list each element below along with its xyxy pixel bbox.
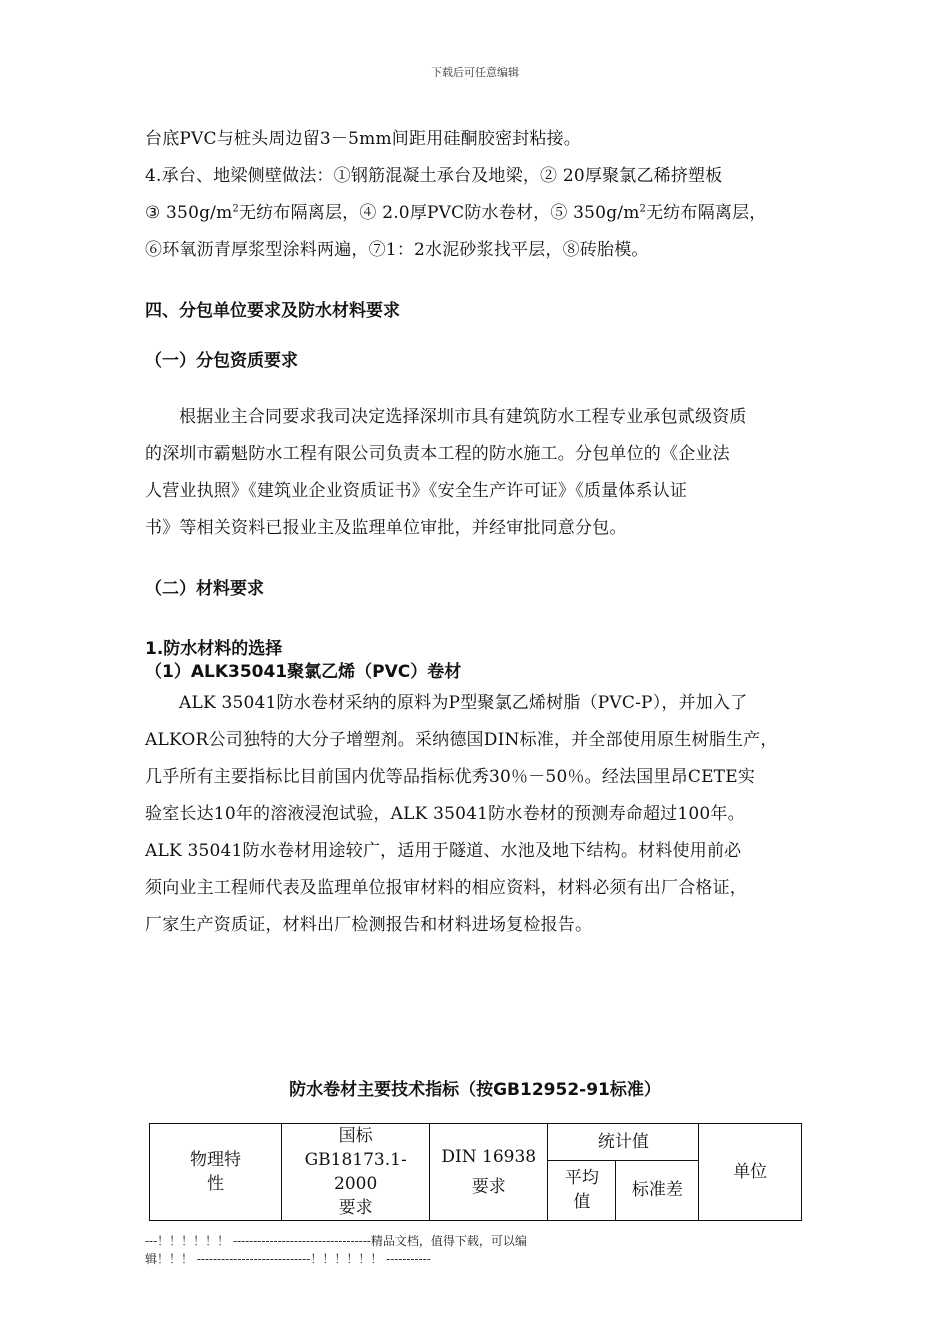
- superscript: 2: [639, 203, 647, 215]
- text-line: 厂家生产资质证，材料出厂检测报告和材料进场复检报告。: [145, 915, 593, 935]
- header-std: 标准差: [616, 1160, 699, 1220]
- text-line: ALKOR公司独特的大分子增塑剂。采纳德国DIN标准，并全部使用原生树脂生产，: [145, 730, 778, 750]
- material-paragraph: [145, 685, 825, 944]
- header-mean: 平均 值: [548, 1160, 616, 1220]
- text-line: 人营业执照》《建筑业企业资质证书》《安全生产许可证》《质量体系认证: [145, 481, 688, 501]
- text-line: ALK 35041防水卷材用途较广，适用于隧道、水池及地下结构。材料使用前必: [145, 841, 742, 861]
- header-stats: 统计值: [548, 1124, 699, 1161]
- footer-line: 辑！！！ ----------------------------！！！！！！ -----------: [145, 1252, 431, 1266]
- section-four-title: 四、分包单位要求及防水材料要求: [145, 301, 400, 321]
- text-line: ③ $350g/m^2$无纺布隔离层，④ 2.0厚PVC防水卷材，⑤ $350g/m^2$无纺布隔离层，: [145, 203, 767, 223]
- superscript: 2: [232, 203, 239, 215]
- text-line: 验室长达10年的溶液浸泡试验，ALK 35041防水卷材的预测寿命超过100年。: [145, 804, 745, 824]
- text-line: 书》等相关资料已报业主及监理单位审批，并经审批同意分包。: [145, 518, 627, 538]
- footer-line: ---！！！！！！ ----------------------------------精品文档，值得下载，可以编: [145, 1234, 527, 1248]
- sub-two-title: （二）材料要求: [145, 579, 264, 599]
- qualification-paragraph: [145, 399, 825, 547]
- header-physical: 物理特 性: [150, 1124, 282, 1221]
- header-din: DIN 16938 要求: [430, 1124, 548, 1221]
- text-line: 4.承台、地梁侧壁做法：①钢筋混凝土承台及地梁，② 20厚聚氯乙稀挤塑板: [145, 166, 723, 186]
- text-line: 根据业主合同要求我司决定选择深圳市具有建筑防水工程专业承包贰级资质: [179, 407, 747, 427]
- material-select-title: 1.防水材料的选择: [145, 639, 283, 659]
- spec-table: [149, 1123, 802, 1221]
- text-line: ALK 35041防水卷材采纳的原料为P型聚氯乙烯树脂（PVC-P），并加入了: [179, 693, 748, 713]
- text-line: 须向业主工程师代表及监理单位报审材料的相应资料，材料必须有出厂合格证，: [145, 878, 747, 898]
- table-title: 防水卷材主要技术指标（按GB12952-91标准）: [289, 1080, 661, 1100]
- header-national: 国标 GB18173.1-2000 要求: [282, 1124, 430, 1221]
- text-line: 的深圳市霸魁防水工程有限公司负责本工程的防水施工。分包单位的《企业法: [145, 444, 730, 464]
- header-note: 下载后可任意编辑: [431, 66, 519, 79]
- header-unit: 单位: [699, 1124, 802, 1221]
- intro-paragraph: [145, 121, 825, 269]
- text-line: 几乎所有主要指标比目前国内优等品指标优秀30％－50％。经法国里昂CETE实: [145, 767, 756, 787]
- text-line: ⑥环氧沥青厚浆型涂料两遍，⑦1：2水泥砂浆找平层，⑧砖胎模。: [145, 240, 649, 260]
- text-line: 台底PVC与桩头周边留3－5mm间距用硅酮胶密封粘接。: [145, 129, 581, 149]
- footer-note: [145, 1232, 615, 1268]
- material-item-title: （1）ALK35041聚氯乙烯（PVC）卷材: [145, 662, 462, 682]
- sub-one-title: （一）分包资质要求: [145, 351, 298, 371]
